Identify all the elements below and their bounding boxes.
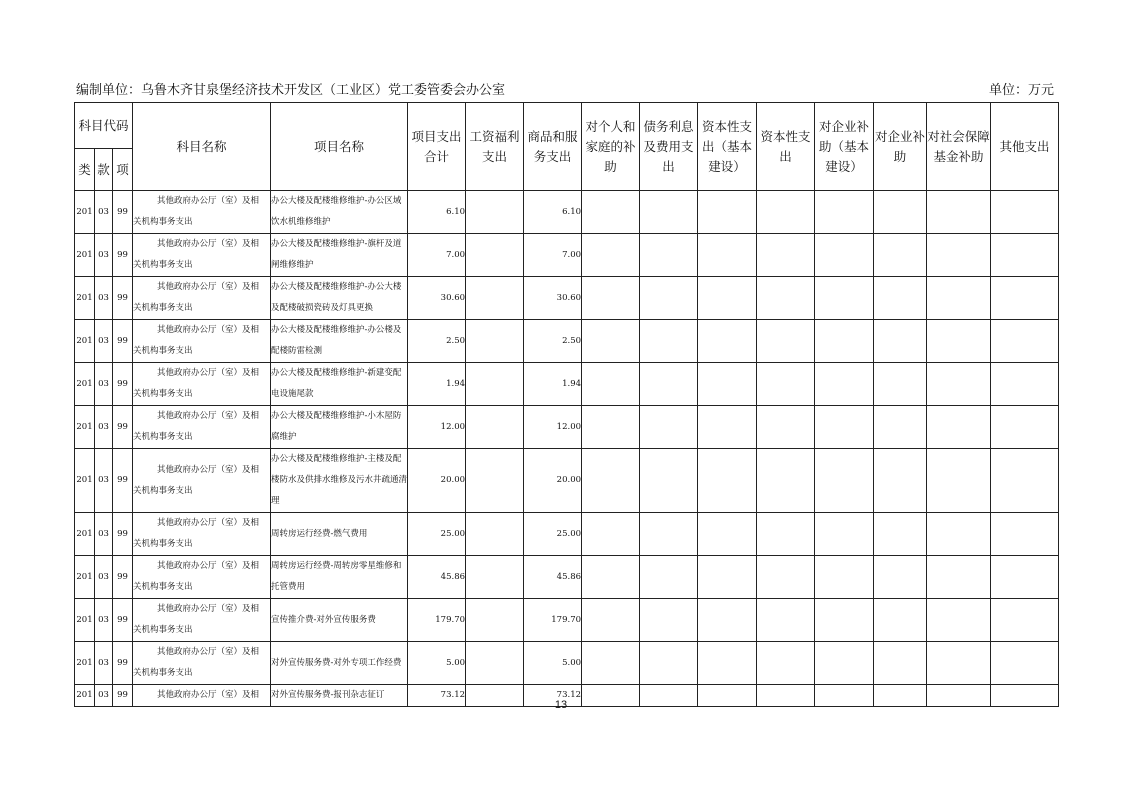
subject-line-2: 关机构事务支出 — [133, 668, 193, 678]
cell-enterprise-basic — [815, 449, 874, 513]
cell-other — [991, 556, 1059, 599]
cell-subject-name — [133, 320, 271, 363]
table-row — [75, 277, 1059, 320]
table-row — [75, 234, 1059, 277]
header-subject-name: 科目名称 — [133, 103, 271, 191]
cell-project-name: 宣传推介费-对外宣传服务费 — [271, 599, 408, 642]
cell-enterprise-basic — [815, 513, 874, 556]
cell-social — [927, 234, 991, 277]
cell-wages — [466, 277, 524, 320]
cell-lei: 201 — [75, 642, 95, 685]
cell-xiang: 99 — [113, 642, 133, 685]
cell-personal — [582, 277, 640, 320]
cell-wages — [466, 406, 524, 449]
cell-subject-name — [133, 642, 271, 685]
cell-goods: 6.10 — [524, 191, 582, 234]
currency-unit-label: 单位：万元 — [988, 83, 1054, 98]
cell-project-name: 对外宣传服务费-报刊杂志征订 — [271, 685, 408, 707]
page-number: 13 — [554, 699, 568, 711]
cell-subject-name — [133, 406, 271, 449]
table-row — [75, 191, 1059, 234]
subject-line-2: 关机构事务支出 — [133, 625, 193, 635]
cell-subject-name — [133, 513, 271, 556]
subject-line-2: 关机构事务支出 — [133, 485, 193, 496]
cell-debt — [640, 449, 698, 513]
cell-other — [991, 449, 1059, 513]
cell-total: 12.00 — [408, 406, 466, 449]
cell-capital — [757, 599, 815, 642]
cell-project-name: 对外宣传服务费-对外专项工作经费 — [271, 642, 408, 685]
cell-capital-basic — [698, 449, 757, 513]
cell-kuan: 03 — [95, 513, 113, 556]
cell-enterprise — [874, 320, 927, 363]
cell-wages — [466, 363, 524, 406]
cell-lei: 201 — [75, 685, 95, 707]
cell-project-name: 办公大楼及配楼维修维护-办公大楼及配楼破损瓷砖及灯具更换 — [271, 277, 408, 320]
cell-capital — [757, 556, 815, 599]
cell-lei: 201 — [75, 556, 95, 599]
table-body — [75, 191, 1059, 707]
cell-social — [927, 320, 991, 363]
cell-project-name: 办公大楼及配楼维修维护-新建变配电设施尾款 — [271, 363, 408, 406]
subject-line-1: 其他政府办公厅（室）及相 — [157, 368, 260, 378]
cell-kuan: 03 — [95, 556, 113, 599]
table-row — [75, 599, 1059, 642]
cell-enterprise — [874, 513, 927, 556]
cell-project-name: 办公大楼及配楼维修维护-办公区域饮水机维修维护 — [271, 191, 408, 234]
cell-subject-name — [133, 556, 271, 599]
cell-personal — [582, 513, 640, 556]
cell-goods: 5.00 — [524, 642, 582, 685]
cell-capital — [757, 642, 815, 685]
subject-line-2: 关机构事务支出 — [133, 303, 193, 313]
cell-personal — [582, 642, 640, 685]
cell-subject-name — [133, 363, 271, 406]
header-xiang: 项 — [113, 149, 133, 191]
cell-xiang: 99 — [113, 449, 133, 513]
cell-enterprise — [874, 277, 927, 320]
cell-wages — [466, 599, 524, 642]
cell-subject-name — [133, 191, 271, 234]
cell-lei: 201 — [75, 406, 95, 449]
header-code-group: 科目代码 — [75, 103, 133, 149]
cell-goods: 2.50 — [524, 320, 582, 363]
cell-debt — [640, 406, 698, 449]
cell-enterprise-basic — [815, 406, 874, 449]
cell-social — [927, 599, 991, 642]
cell-enterprise-basic — [815, 191, 874, 234]
cell-lei: 201 — [75, 449, 95, 513]
cell-capital-basic — [698, 599, 757, 642]
subject-line-1: 其他政府办公厅（室）及相 — [157, 561, 260, 571]
cell-goods: 7.00 — [524, 234, 582, 277]
cell-project-name: 周转房运行经费-燃气费用 — [271, 513, 408, 556]
cell-goods: 25.00 — [524, 513, 582, 556]
header-goods: 商品和服务支出 — [524, 103, 582, 191]
cell-kuan: 03 — [95, 685, 113, 707]
cell-other — [991, 513, 1059, 556]
cell-personal — [582, 556, 640, 599]
header-social: 对社会保障基金补助 — [927, 103, 991, 191]
cell-social — [927, 642, 991, 685]
cell-xiang: 99 — [113, 556, 133, 599]
cell-capital — [757, 513, 815, 556]
cell-lei: 201 — [75, 191, 95, 234]
subject-line-1: 其他政府办公厅（室）及相 — [157, 647, 260, 657]
cell-lei: 201 — [75, 599, 95, 642]
cell-debt — [640, 234, 698, 277]
cell-kuan: 03 — [95, 449, 113, 513]
table-row — [75, 642, 1059, 685]
cell-wages — [466, 234, 524, 277]
cell-enterprise — [874, 449, 927, 513]
cell-kuan: 03 — [95, 642, 113, 685]
subject-line-2: 关机构事务支出 — [133, 539, 193, 549]
subject-line-2: 关机构事务支出 — [133, 432, 193, 442]
cell-capital-basic — [698, 191, 757, 234]
cell-capital — [757, 234, 815, 277]
cell-project-name: 办公大楼及配楼维修维护-旗杆及道闸维修维护 — [271, 234, 408, 277]
cell-personal — [582, 191, 640, 234]
cell-personal — [582, 406, 640, 449]
subject-line-1: 其他政府办公厅（室）及相 — [157, 690, 260, 700]
cell-capital-basic — [698, 642, 757, 685]
header-enterprise-basic: 对企业补助（基本建设） — [815, 103, 874, 191]
cell-xiang: 99 — [113, 513, 133, 556]
cell-enterprise — [874, 363, 927, 406]
cell-goods: 20.00 — [524, 449, 582, 513]
cell-social — [927, 277, 991, 320]
cell-other — [991, 363, 1059, 406]
cell-xiang: 99 — [113, 685, 133, 707]
cell-social — [927, 513, 991, 556]
subject-line-1: 其他政府办公厅（室）及相 — [157, 518, 260, 528]
cell-capital-basic — [698, 234, 757, 277]
cell-total: 20.00 — [408, 449, 466, 513]
cell-kuan: 03 — [95, 406, 113, 449]
cell-goods: 179.70 — [524, 599, 582, 642]
cell-total: 179.70 — [408, 599, 466, 642]
cell-social — [927, 363, 991, 406]
cell-total: 30.60 — [408, 277, 466, 320]
cell-capital-basic — [698, 556, 757, 599]
cell-xiang: 99 — [113, 191, 133, 234]
cell-enterprise — [874, 642, 927, 685]
subject-line-1: 其他政府办公厅（室）及相 — [157, 604, 260, 614]
cell-enterprise-basic — [815, 363, 874, 406]
subject-line-1: 其他政府办公厅（室）及相 — [157, 325, 260, 335]
cell-kuan: 03 — [95, 320, 113, 363]
cell-enterprise — [874, 556, 927, 599]
cell-social — [927, 191, 991, 234]
cell-wages — [466, 191, 524, 234]
cell-personal — [582, 599, 640, 642]
cell-xiang: 99 — [113, 363, 133, 406]
table-row — [75, 363, 1059, 406]
cell-debt — [640, 191, 698, 234]
cell-personal — [582, 320, 640, 363]
subject-line-1: 其他政府办公厅（室）及相 — [157, 464, 260, 475]
cell-other — [991, 599, 1059, 642]
cell-total: 73.12 — [408, 685, 466, 707]
cell-kuan: 03 — [95, 599, 113, 642]
cell-enterprise-basic — [815, 277, 874, 320]
cell-xiang: 99 — [113, 320, 133, 363]
cell-debt — [640, 363, 698, 406]
header-kuan: 款 — [95, 149, 113, 191]
cell-social — [927, 406, 991, 449]
cell-project-name: 办公大楼及配楼维修维护-小木屋防腐维护 — [271, 406, 408, 449]
cell-capital-basic — [698, 320, 757, 363]
cell-wages — [466, 642, 524, 685]
cell-other — [991, 191, 1059, 234]
cell-goods: 12.00 — [524, 406, 582, 449]
cell-other — [991, 277, 1059, 320]
cell-total: 25.00 — [408, 513, 466, 556]
subject-line-1: 其他政府办公厅（室）及相 — [157, 239, 260, 249]
header-capital-basic: 资本性支出（基本建设） — [698, 103, 757, 191]
table-row — [75, 513, 1059, 556]
cell-enterprise-basic — [815, 320, 874, 363]
cell-total: 6.10 — [408, 191, 466, 234]
cell-capital — [757, 191, 815, 234]
project-expenditure-table — [74, 102, 1059, 707]
cell-social — [927, 449, 991, 513]
cell-debt — [640, 556, 698, 599]
cell-total: 2.50 — [408, 320, 466, 363]
cell-kuan: 03 — [95, 363, 113, 406]
cell-capital — [757, 320, 815, 363]
cell-capital — [757, 406, 815, 449]
subject-line-1: 其他政府办公厅（室）及相 — [157, 282, 260, 292]
cell-capital-basic — [698, 513, 757, 556]
cell-capital-basic — [698, 406, 757, 449]
subject-line-2: 关机构事务支出 — [133, 582, 193, 592]
cell-personal — [582, 449, 640, 513]
cell-enterprise-basic — [815, 599, 874, 642]
cell-enterprise-basic — [815, 234, 874, 277]
cell-wages — [466, 449, 524, 513]
table-row — [75, 406, 1059, 449]
cell-personal — [582, 363, 640, 406]
cell-goods: 45.86 — [524, 556, 582, 599]
cell-capital — [757, 277, 815, 320]
cell-debt — [640, 277, 698, 320]
cell-xiang: 99 — [113, 277, 133, 320]
cell-lei: 201 — [75, 277, 95, 320]
header-capital: 资本性支出 — [757, 103, 815, 191]
cell-debt — [640, 642, 698, 685]
cell-enterprise — [874, 191, 927, 234]
cell-capital — [757, 449, 815, 513]
cell-capital — [757, 363, 815, 406]
header-total: 项目支出合计 — [408, 103, 466, 191]
compiling-unit-label: 编制单位：乌鲁木齐甘泉堡经济技术开发区（工业区）党工委管委会办公室 — [76, 83, 506, 98]
header-enterprise: 对企业补助 — [874, 103, 927, 191]
cell-wages — [466, 320, 524, 363]
cell-goods: 1.94 — [524, 363, 582, 406]
table-row — [75, 320, 1059, 363]
cell-other — [991, 406, 1059, 449]
cell-kuan: 03 — [95, 234, 113, 277]
cell-social — [927, 556, 991, 599]
cell-enterprise — [874, 599, 927, 642]
cell-subject-name — [133, 277, 271, 320]
cell-lei: 201 — [75, 363, 95, 406]
header-personal: 对个人和家庭的补助 — [582, 103, 640, 191]
cell-other — [991, 642, 1059, 685]
header-project-name: 项目名称 — [271, 103, 408, 191]
cell-subject-name — [133, 234, 271, 277]
cell-other — [991, 234, 1059, 277]
cell-project-name: 办公大楼及配楼维修维护-主楼及配楼防水及供排水维修及污水井疏通清理 — [271, 449, 408, 513]
cell-total: 7.00 — [408, 234, 466, 277]
cell-project-name: 办公大楼及配楼维修维护-办公楼及配楼防雷检测 — [271, 320, 408, 363]
header-other: 其他支出 — [991, 103, 1059, 191]
cell-wages — [466, 556, 524, 599]
cell-capital-basic — [698, 277, 757, 320]
subject-line-2: 关机构事务支出 — [133, 217, 193, 227]
cell-subject-name — [133, 599, 271, 642]
subject-line-1: 其他政府办公厅（室）及相 — [157, 411, 260, 421]
table-row — [75, 449, 1059, 513]
cell-enterprise — [874, 234, 927, 277]
cell-goods: 73.12 — [524, 685, 582, 707]
cell-lei: 201 — [75, 513, 95, 556]
header-debt: 债务利息及费用支出 — [640, 103, 698, 191]
cell-personal — [582, 234, 640, 277]
cell-enterprise — [874, 406, 927, 449]
cell-total: 45.86 — [408, 556, 466, 599]
cell-wages — [466, 513, 524, 556]
cell-xiang: 99 — [113, 599, 133, 642]
cell-capital-basic — [698, 363, 757, 406]
cell-lei: 201 — [75, 234, 95, 277]
cell-xiang: 99 — [113, 234, 133, 277]
cell-kuan: 03 — [95, 277, 113, 320]
cell-kuan: 03 — [95, 191, 113, 234]
subject-line-1: 其他政府办公厅（室）及相 — [157, 196, 260, 206]
cell-debt — [640, 513, 698, 556]
cell-lei: 201 — [75, 320, 95, 363]
cell-project-name: 周转房运行经费-周转房零星维修和托管费用 — [271, 556, 408, 599]
cell-enterprise-basic — [815, 556, 874, 599]
cell-debt — [640, 599, 698, 642]
cell-other — [991, 320, 1059, 363]
cell-debt — [640, 320, 698, 363]
header-wages: 工资福利支出 — [466, 103, 524, 191]
table-row — [75, 556, 1059, 599]
subject-line-2: 关机构事务支出 — [133, 389, 193, 399]
header-lei: 类 — [75, 149, 95, 191]
cell-total: 5.00 — [408, 642, 466, 685]
cell-total: 1.94 — [408, 363, 466, 406]
cell-goods: 30.60 — [524, 277, 582, 320]
subject-line-2: 关机构事务支出 — [133, 260, 193, 270]
cell-xiang: 99 — [113, 406, 133, 449]
cell-subject-name — [133, 449, 271, 513]
subject-line-2: 关机构事务支出 — [133, 346, 193, 356]
cell-enterprise-basic — [815, 642, 874, 685]
